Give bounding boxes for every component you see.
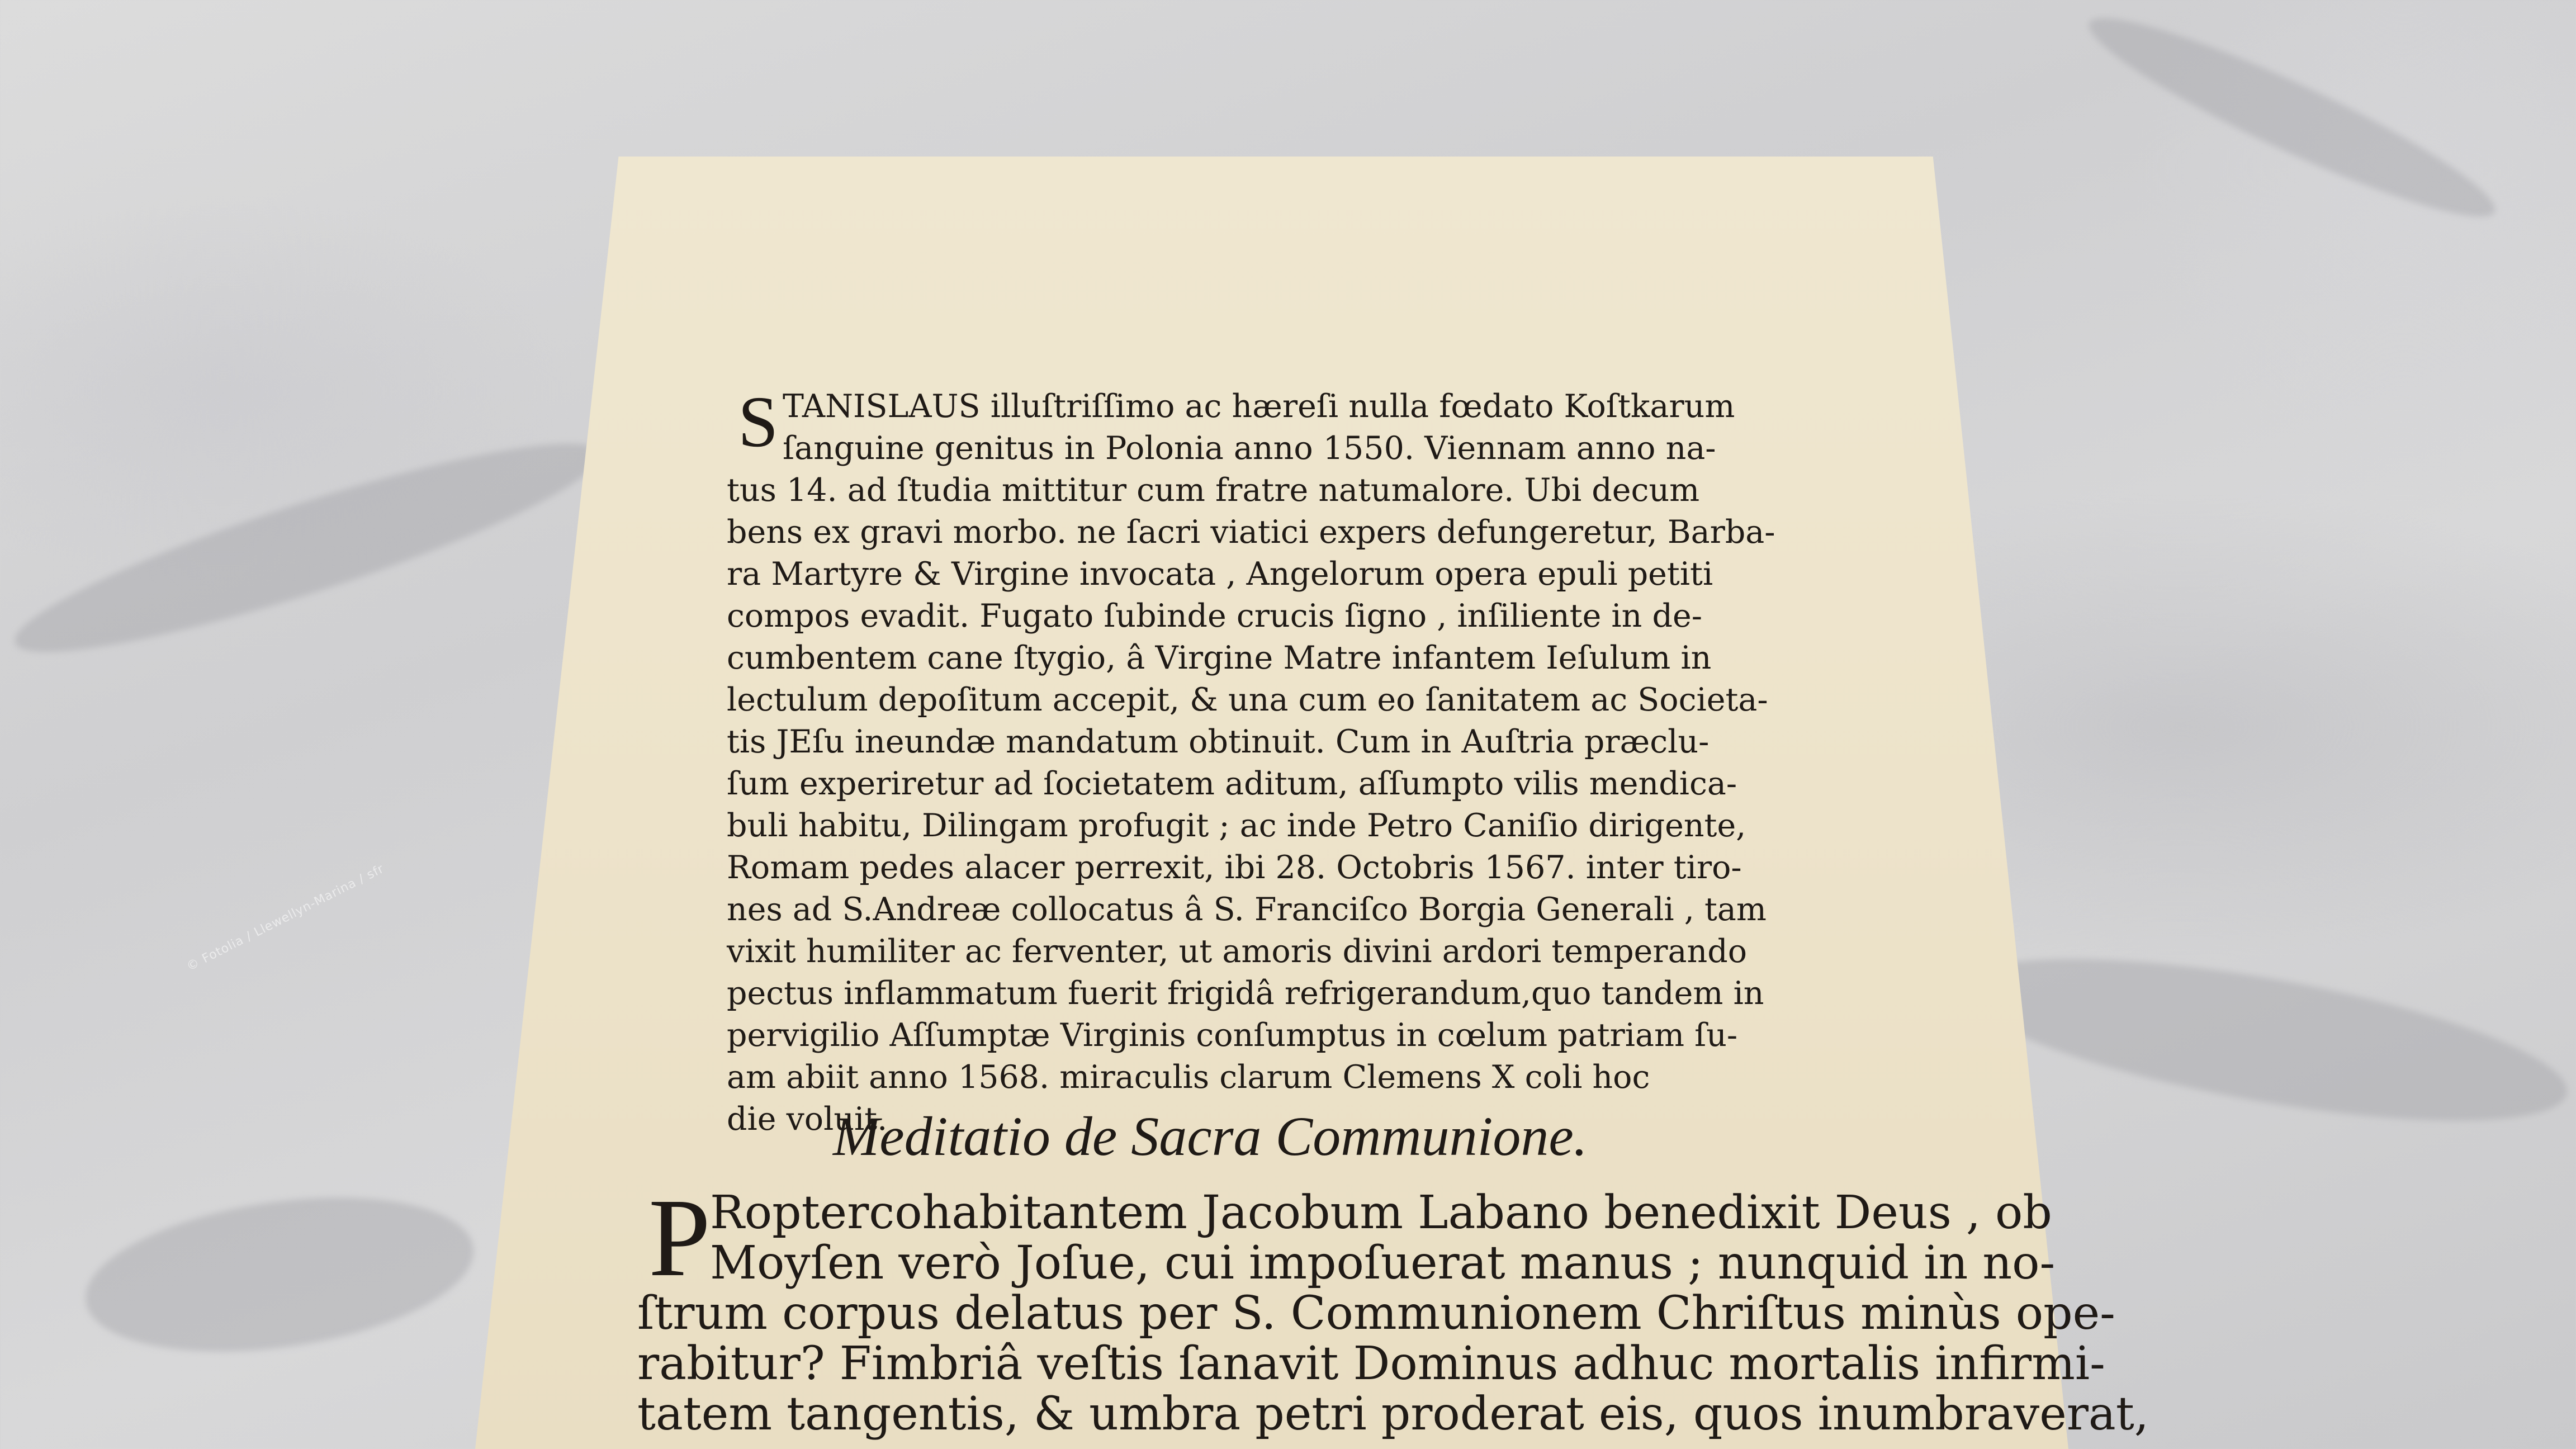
bio-line: bens ex gravi morbo. ne ſacri viatici expers defungeretur, Barba- <box>727 514 1775 551</box>
meditation-line: Moyſen verò Joſue, cui impoſuerat manus ; nunquid in no- <box>710 1237 2056 1290</box>
bio-line: buli habitu, Dilingam profugit ; ac inde Petro Caniſio dirigente, <box>727 807 1746 844</box>
bio-line: ſanguine genitus in Polonia anno 1550. Viennam anno na- <box>783 430 1716 467</box>
meditation-heading: Meditatio de Sacra Communione. <box>833 1105 1588 1167</box>
bio-line: pectus inflammatum fuerit frigidâ refrigerandum,quo tandem in <box>727 975 1764 1012</box>
bio-line: am abiit anno 1568. miraculis clarum Clemens X coli hoc <box>727 1059 1650 1096</box>
bio-line: nes ad S.Andreæ collocatus â S. Franciſco Borgia Generali , tam <box>727 891 1767 928</box>
bio-line: die voluit. <box>727 1101 888 1138</box>
meditation-paragraph-cont <box>637 1289 2149 1439</box>
bio-line: ſum experiretur ad ſocietatem aditum, aſſumpto vilis mendica- <box>727 765 1737 802</box>
marble-vein <box>75 1176 483 1374</box>
meditation-line: tatem tangentis, & umbra petri proderat eis, quos inumbraverat, <box>637 1388 2149 1441</box>
watermark: © Fotolia / Llewellyn-Marina / sfr <box>184 861 387 974</box>
bio-line: tis JEſu ineundæ mandatum obtinuit. Cum in Auſtria præclu- <box>727 723 1710 760</box>
bio-line: vixit humiliter ac ferventer, ut amoris divini ardori temperando <box>727 933 1748 970</box>
bio-drop-cap: S <box>738 382 779 462</box>
biography-paragraph <box>783 386 1735 470</box>
bio-line: tus 14. ad ſtudia mittitur cum fratre natumalore. Ubi decum <box>727 472 1700 509</box>
meditation-line: ſtrum corpus delatus per S. Communionem Chriſtus minùs ope- <box>637 1287 2115 1340</box>
bio-line: lectulum depoſitum accepit, & una cum eo ſanitatem ac Societa- <box>727 681 1768 718</box>
meditation-line: rabitur? Fimbriâ veſtis ſanavit Dominus adhuc mortalis infirmi- <box>637 1337 2105 1390</box>
bio-line: compos evadit. Fugato ſubinde crucis ſigno , inſiliente in de- <box>727 598 1702 634</box>
bio-line: Romam pedes alacer perrexit, ibi 28. Octobris 1567. inter tiro- <box>727 849 1742 886</box>
meditation-paragraph <box>710 1188 2055 1289</box>
bio-line: TANISLAUS illuſtriſſimo ac hæreſi nulla fœdato Koſtkarum <box>783 388 1735 425</box>
meditation-line: Roptercohabitantem Jacobum Labano benedixit Deus , ob <box>710 1186 2052 1239</box>
biography-paragraph-cont <box>727 470 1775 1140</box>
bio-line: ra Martyre & Virgine invocata , Angelorum opera epuli petiti <box>727 556 1713 593</box>
bio-line: pervigilio Aſſumptæ Virginis conſumptus in cœlum patriam ſu- <box>727 1017 1738 1054</box>
meditation-drop-cap: P <box>648 1176 711 1300</box>
bio-line: cumbentem cane ſtygio, â Virgine Matre infantem Ieſulum in <box>727 640 1712 676</box>
marble-vein <box>2075 0 2509 242</box>
